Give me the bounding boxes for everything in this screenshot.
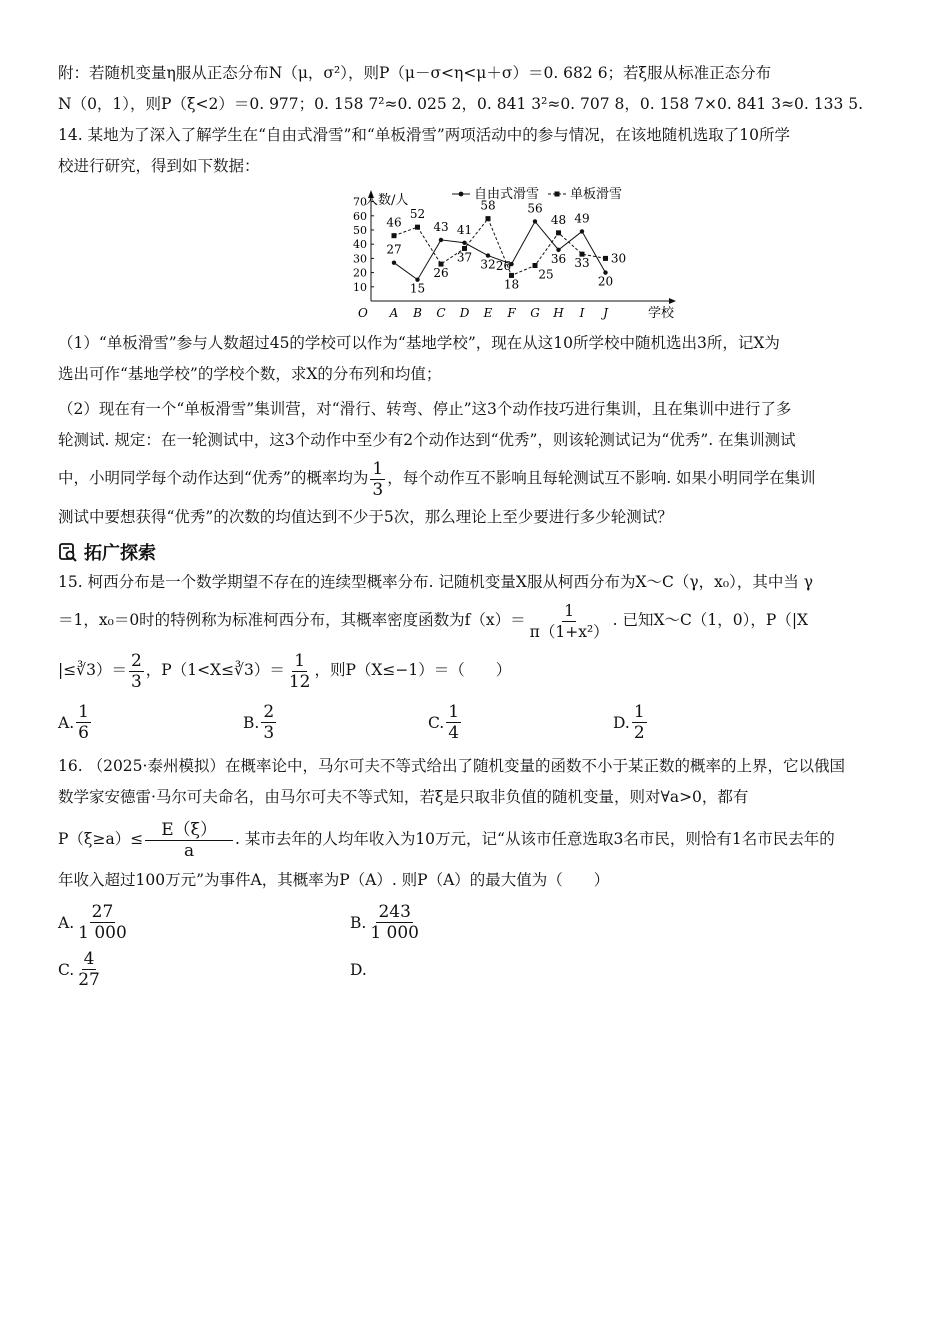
q15-line-2: ＝1，x₀＝0时的特例称为标准柯西分布，其概率密度函数为f（x）＝ $\frac{1}{\text{π（1+x²）}}$ . 已知X～C（1，0），P（|X [58, 601, 809, 641]
y-tick-label: 30 [353, 252, 367, 266]
data-label: 30 [610, 251, 627, 266]
data-point [392, 260, 396, 264]
x-tick-label: H [553, 306, 564, 320]
data-label: 26 [495, 259, 512, 274]
q14-part2-d: 测试中要想获得“优秀”的次数的均值达到不少于5次，那么理论上至少要进行多少轮测试？ [58, 508, 673, 526]
data-label: 33 [574, 256, 590, 271]
q16-options-row-1 [58, 902, 818, 943]
y-tick-label: 20 [353, 266, 367, 280]
q16-line-3: P（ξ≥a）≤ $\frac{E(\xi)}{a}$ . 某市去年的人均年收入为10万元，记“从该市任意选取3名市民，则恰有1名市民去年的 [58, 819, 835, 861]
data-label: 58 [480, 198, 496, 213]
section-title: 拓广探索 [84, 543, 156, 564]
fraction-one-twelfth: $\frac{1}{12}$ [288, 650, 311, 692]
x-tick-label: B [413, 306, 422, 320]
q14-part1-a: （1）“单板滑雪”参与人数超过45的学校可以作为“基地学校”，现在从这10所学校中随机选出3所，记X为 [58, 334, 780, 352]
x-axis-arrow [669, 298, 676, 304]
q14-part2-b: 轮测试. 规定：在一轮测试中，这3个动作中至少有2个动作达到“优秀”，则该轮测试记为“优秀”. 在集训测试 [58, 431, 796, 449]
data-label: 27 [386, 242, 402, 257]
y-tick-label: 70 [353, 195, 367, 209]
x-tick-label: C [436, 306, 446, 320]
line-chart [326, 184, 686, 322]
legend-label: 单板滑雪 [570, 187, 623, 202]
data-point [603, 256, 608, 261]
data-label: 26 [433, 266, 449, 281]
x-tick-label: J [603, 306, 608, 320]
q15-option-c[interactable]: C. $\frac{1}{4}$ [428, 702, 460, 743]
q16-line-1: 16. （2025·泰州模拟）在概率论中，马尔可夫不等式给出了随机变量的函数不小于某正数的概率的上界，它以俄国 [58, 757, 845, 775]
x-tick-label: I [579, 306, 585, 320]
x-tick-label: F [507, 306, 516, 320]
q16-options-row-2 [58, 949, 818, 990]
x-tick-label: A [389, 306, 399, 320]
data-label: 41 [456, 222, 473, 237]
search-doc-icon [58, 542, 78, 562]
data-label: 25 [538, 267, 554, 282]
q14-part2-a: （2）现在有一个“单板滑雪”集训营，对“滑行、转弯、停止”这3个动作技巧进行集训，且在集训中进行了多 [58, 400, 792, 418]
x-tick-label: G [530, 306, 540, 320]
document-page [58, 58, 898, 996]
data-label: 43 [433, 219, 449, 234]
data-label: 52 [409, 207, 426, 222]
q14-part1-b: 选出可作“基地学校”的学校个数，求X的分布列和均值； [58, 365, 442, 383]
q16-option-a[interactable]: A. $\frac{27}{1 000}$ [58, 902, 127, 943]
q14-intro-2: 校进行研究，得到如下数据： [58, 157, 260, 175]
q15-line-3: |≤∛3）＝ $\frac{2}{3}$ ，P（1<X≤∛3）＝ $\frac{1}{12}$ ，则P（X≤−1）＝（ ） [58, 650, 512, 692]
chart-container [58, 184, 898, 324]
data-label: 18 [503, 277, 520, 292]
data-point [533, 263, 538, 268]
density-fraction: $\frac{1}{\text{π（1+x²）}}$ [529, 601, 609, 641]
y-axis-label: 人数/人 [365, 193, 409, 208]
x-axis-label: 学校 [648, 306, 675, 321]
data-point [486, 216, 491, 221]
legend-marker [459, 192, 464, 197]
data-label: 36 [550, 251, 567, 266]
q15-option-b[interactable]: B. $\frac{2}{3}$ [243, 702, 275, 743]
data-point [439, 238, 443, 242]
legend-marker [555, 192, 560, 197]
appendix-line-2: N（0，1），则P（ξ<2）＝0. 977；0. 158 7²≈0. 025 2，0. 841 3²≈0. 707 8，0. 158 7×0. 841 3≈0. 133 5. [58, 95, 864, 113]
data-label: 37 [456, 250, 473, 265]
x-tick-label: E [483, 306, 493, 320]
data-point [462, 241, 466, 245]
expectation-fraction: $\frac{E(\xi)}{a}$ [145, 820, 233, 861]
y-tick-label: 40 [353, 238, 367, 252]
y-tick-label: 10 [353, 280, 367, 294]
data-point [556, 230, 561, 235]
q16-option-b[interactable]: B. $\frac{243}{1 000}$ [350, 902, 419, 943]
section-heading [58, 539, 898, 565]
legend-label: 自由式滑雪 [474, 187, 540, 202]
fraction-one-third: $\frac{1}{3}$ [372, 458, 384, 500]
data-point [533, 219, 537, 223]
q16-option-c[interactable]: C. $\frac{4}{27}$ [58, 949, 100, 990]
origin-label: O [358, 306, 368, 320]
q16-option-d[interactable]: D. [350, 960, 367, 979]
data-label: 15 [409, 281, 426, 296]
data-label: 56 [527, 201, 543, 216]
q14-part2-c: 中，小明同学每个动作达到“优秀”的概率均为 $\frac{1}{3}$ ，每个动作互不影响且每轮测试互不影响. 如果小明同学在集训 [58, 458, 816, 500]
data-label: 32 [480, 257, 496, 272]
y-tick-label: 50 [353, 224, 367, 237]
data-point [415, 225, 420, 230]
q16-line-2: 数学家安德雷·马尔可夫命名，由马尔可夫不等式知，若ξ是只取非负值的随机变量，则对∀a>0，都有 [58, 788, 749, 806]
q15-line-1: 15. 柯西分布是一个数学期望不存在的连续型概率分布. 记随机变量X服从柯西分布为X～C（γ，x₀），其中当 γ [58, 573, 814, 591]
data-label: 20 [597, 274, 614, 289]
y-tick-label: 60 [353, 209, 367, 223]
q15-option-a[interactable]: A. $\frac{1}{6}$ [58, 702, 89, 743]
data-point [580, 229, 584, 233]
q15-options [58, 702, 818, 743]
data-label: 46 [386, 215, 402, 230]
q16-line-4: 年收入超过100万元”为事件A，其概率为P（A）. 则P（A）的最大值为（ ） [58, 871, 610, 889]
fraction-two-thirds: $\frac{2}{3}$ [130, 650, 142, 692]
data-label: 48 [550, 212, 567, 227]
data-point [392, 233, 397, 238]
x-tick-label: D [459, 306, 470, 320]
appendix-line-1: 附：若随机变量η服从正态分布N（μ，σ²），则P（μ－σ<η<μ＋σ）＝0. 682 6；若ξ服从标准正态分布 [58, 64, 772, 82]
data-label: 49 [574, 211, 590, 226]
q15-option-d[interactable]: D. $\frac{1}{2}$ [613, 702, 645, 743]
q14-intro-1: 14. 某地为了深入了解学生在“自由式滑雪”和“单板滑雪”两项活动中的参与情况，在该地随机选取了10所学 [58, 126, 790, 144]
